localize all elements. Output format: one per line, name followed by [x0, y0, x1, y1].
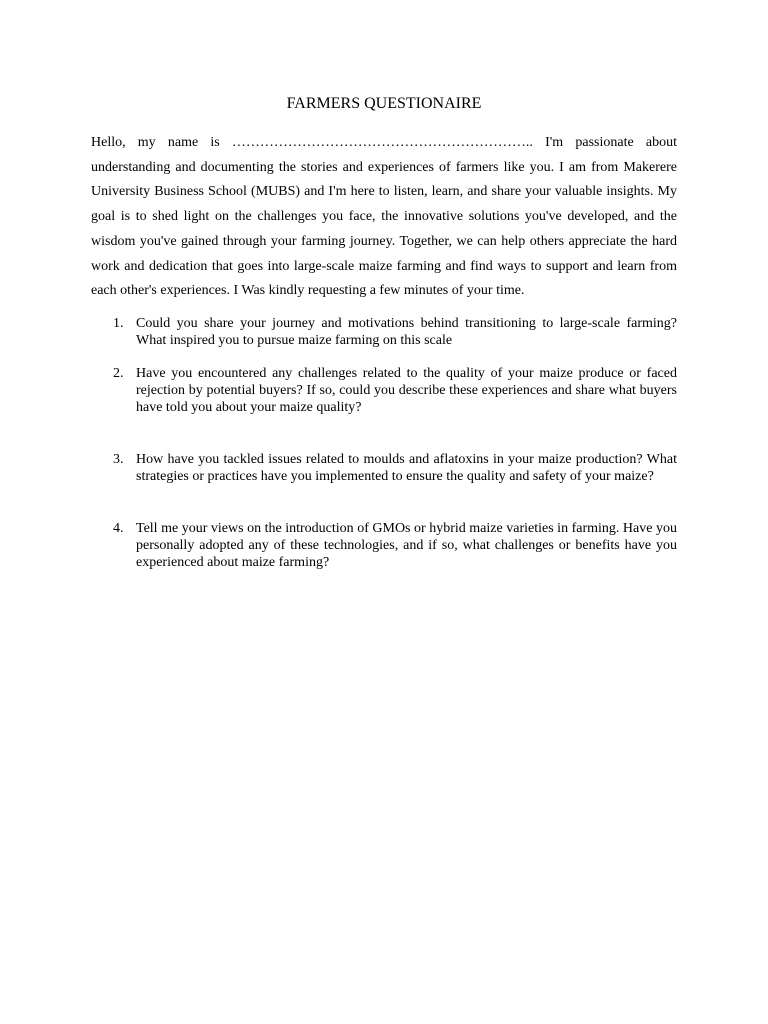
question-number: 4.: [113, 521, 124, 536]
question-item: [91, 520, 677, 571]
question-item: [91, 451, 677, 485]
question-number: 1.: [113, 316, 124, 331]
question-item: [91, 365, 677, 416]
intro-paragraph: Hello, my name is ……………………………………………………….. I'm passionate about understanding and documenting the stories and experiences of farmers like you. I am from Makerere University Business School (MUBS) and I'm here to listen, learn, and share your valuable insights. My goal is to shed light on the challenges you face, the innovative solutions you've developed, and the wisdom you've gained through your farming journey. Together, we can help others appreciate the hard work and dedication that goes into large-scale maize farming and find ways to support and learn from each other's experiences. I Was kindly requesting a few minutes of your time.: [91, 135, 677, 299]
question-number: 3.: [113, 452, 124, 467]
question-text: How have you tackled issues related to moulds and aflatoxins in your maize production? What strategies or practices have you implemented to ensure the quality and safety of your maize?: [136, 452, 677, 484]
question-item: [91, 315, 677, 349]
document-title: FARMERS QUESTIONAIRE: [286, 95, 482, 112]
question-text: Could you share your journey and motivations behind transitioning to large-scale farming? What inspired you to pursue maize farming on this scale: [136, 316, 677, 348]
question-text: Tell me your views on the introduction of GMOs or hybrid maize varieties in farming. Have you personally adopted any of these technologies, and if so, what challenges or benefits have you experienced about maize farming?: [136, 521, 677, 570]
question-number: 2.: [113, 366, 124, 381]
question-text: Have you encountered any challenges related to the quality of your maize produce or faced rejection by potential buyers? If so, could you describe these experiences and share what buyers have told you about your maize quality?: [136, 366, 677, 415]
